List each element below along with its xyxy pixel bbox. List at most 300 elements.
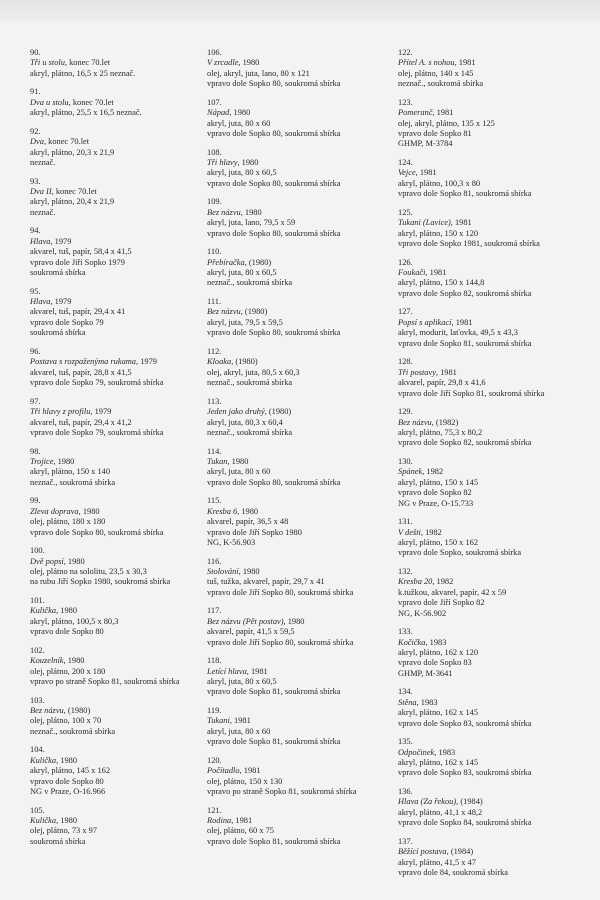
entry-detail-line: vpravo dole Jiří Sopko 80, soukromá sbírka [207,637,354,647]
entry-detail-line: NG, K-56.902 [398,608,447,618]
catalogue-entry [30,347,212,389]
entry-title: Tukani (Lavice) [398,218,451,228]
entry-detail-line: akryl, plátno, 100,5 x 80,3 [30,616,119,626]
entry-title-line [207,816,389,826]
entry-date: , 1980 [56,816,77,825]
entry-title: Trojice [30,456,54,466]
entry-title: Tři postavy [398,367,436,377]
entry-date: , 1981 [450,218,472,228]
catalogue-entry [30,447,212,489]
entry-title: Přítel A. s nohou [398,58,455,68]
entry-date: , 1980 [227,456,249,466]
entry-detail-line: NG, K-56.903 [207,537,256,547]
entry-title: Popsí s aplikací [398,317,452,327]
entry-detail-line: vpravo dole Sopko 81, soukromá sbírka [398,189,532,199]
catalogue-entry [30,596,212,638]
entry-title: Odpočinek [398,747,435,757]
entry-detail-line: vpravo dole Sopko 79, soukromá sbírka [30,378,164,388]
entry-detail-line: NG v Praze, O-16.966 [30,787,106,796]
catalogue-entry [30,48,212,79]
entry-title: Zleva doprava [30,506,79,516]
entry-detail-line: k.tužkou, akvarel, papír, 42 x 59 [398,587,507,597]
entry-title: Tukan [207,456,228,466]
entry-title-line [207,258,389,268]
entry-title-line [398,58,580,68]
entry-date: , 1982 [422,467,444,477]
entry-title-line [207,507,389,517]
entry-title: Jeden jako druhý [207,407,265,417]
entry-number: 119. [207,705,222,715]
entry-detail-line: neznač., soukromá sbírka [30,726,116,736]
entry-title-line [30,357,212,367]
entry-title-line [207,667,389,677]
entry-detail-line: neznač. [30,158,56,168]
entry-detail-line: olej, plátno, 200 x 180 [30,666,106,676]
entry-date: , konec 70.let [68,97,114,107]
entry-title: Bez názvu [398,417,432,427]
catalogue-entry [398,258,580,300]
entry-date: , (1980) [240,307,268,317]
catalogue-column-1 [30,48,212,855]
entry-title-line [398,418,580,428]
entry-detail-line: vpravo dole Jiří Sopko 1980 [207,527,302,537]
catalogue-entry [398,787,580,829]
entry-detail-line: akvarel, tuš, papír, 58,4 x 41,5 [30,247,132,257]
entry-number: 132. [398,566,413,576]
catalogue-entry [30,546,212,588]
entry-title: Bez názvu (Pět postav) [207,616,284,626]
entry-title-line [207,617,389,627]
entry-number: 96. [30,346,41,356]
entry-detail-line: akvarel, papír, 41,5 x 59,5 [207,627,295,637]
entry-detail-line: akryl, juta, 80 x 60,5 [207,676,277,686]
entry-date: , 1983 [434,747,456,757]
entry-detail-line: akryl, juta, 80 x 60 [207,118,271,128]
entry-date: , (1982) [431,417,459,427]
entry-detail-line: akvarel, papír, 29,8 x 41,6 [398,378,486,388]
entry-detail-line: olej, akryl, plátno, 135 x 125 [398,118,495,128]
entry-detail-line: akvarel, tuš, papír, 29,4 x 41 [30,307,126,317]
entry-detail-line: akryl, juta, 80 x 60,5 [207,168,277,178]
entry-detail-line: vpravo dole Sopko, soukromá sbírka [398,548,522,558]
entry-title-line [30,407,212,417]
entry-date: , 1980 [237,506,259,516]
catalogue-entry [30,226,212,278]
entry-detail-line: akryl, plátno, 150 x 140 [30,467,111,477]
entry-title: Kouzelník [30,656,64,666]
entry-title: Hlava (Za řekou) [398,797,457,807]
entry-title-line [398,108,580,118]
scan-top-band [0,0,600,22]
catalogue-entry [398,737,580,779]
entry-number: 104. [30,745,45,755]
entry-detail-line: vpravo dole Sopko 80, soukromá sbírka [207,228,341,238]
entry-title-line [207,108,389,118]
catalogue-entry [207,48,389,90]
catalogue-entry [30,646,212,688]
entry-title-line [207,407,389,417]
entry-title-line [398,368,580,378]
entry-date: , 1980 [240,207,262,217]
entry-number: 103. [30,695,45,705]
entry-title-line [207,567,389,577]
entry-title-line [30,756,212,766]
entry-title-line [398,638,580,648]
entry-title-line [207,158,389,168]
catalogue-entry [30,745,212,797]
entry-number: 135. [398,737,413,747]
entry-detail-line: akryl, plátno, 150 x 120 [398,228,479,238]
entry-title-line [398,268,580,278]
entry-detail-line: akryl, plátno, 100,3 x 80 [398,178,481,188]
entry-detail-line: neznač., soukromá sbírka [207,427,293,437]
entry-title-line [207,58,389,68]
entry-number: 123. [398,97,413,107]
entry-title-line [30,98,212,108]
catalogue-entry [207,247,389,289]
entry-title: Spánek [398,467,423,477]
catalogue-entry [398,567,580,619]
entry-number: 136. [398,787,413,796]
entry-detail-line: vpravo dole Sopko 81 [398,129,472,139]
entry-number: 122. [398,48,413,57]
entry-detail-line: vpravo dole Sopko 79, soukromá sbírka [30,427,164,437]
entry-detail-line: olej, plátno na sololitu, 23,5 x 30,3 [30,566,147,576]
entry-detail-line: akryl, plátno, 25,5 x 16,5 neznač. [30,108,142,118]
entry-date: , 1980 [229,108,251,118]
entry-date: , 1981 [454,58,476,68]
entry-detail-line: vpravo dole Sopko 83, soukromá sbírka [398,718,532,728]
entry-title-line [30,457,212,467]
entry-detail-line: olej, akryl, juta, lano, 80 x 121 [207,68,310,78]
entry-detail-line: vpravo dole Sopko 80, soukromá sbírka [207,79,341,89]
entry-detail-line: vpravo dole Sopko 80, soukromá sbírka [207,477,341,487]
entry-date: , 1981 [239,766,261,776]
entry-number: 92. [30,126,41,136]
entry-detail-line: soukromá sbírka [30,268,86,278]
catalogue-entry [207,297,389,339]
entry-detail-line: neznač., soukromá sbírka [207,378,293,388]
entry-number: 107. [207,97,222,107]
entry-detail-line: olej, plátno, 150 x 130 [207,776,283,786]
entry-title-line [30,237,212,247]
catalogue-entry [207,656,389,698]
entry-title-line [30,706,212,716]
entry-detail-line: akvarel, tuš, papír, 28,8 x 41,5 [30,367,132,377]
catalogue-entry [398,627,580,679]
catalogue-entry [30,397,212,439]
entry-title-line [207,766,389,776]
entry-title-line [30,606,212,616]
catalogue-entry [398,158,580,200]
entry-date: , (1984) [446,847,474,857]
entry-detail-line: na rubu Jiří Sopko 1980, soukromá sbírka [30,577,171,587]
entry-detail-line: akryl, plátno, 162 x 145 [398,758,479,767]
entry-date: , (1980) [231,357,258,367]
entry-number: 109. [207,197,222,207]
entry-number: 90. [30,48,41,57]
entry-detail-line: akryl, juta, lano, 79,5 x 59 [207,218,296,228]
entry-number: 108. [207,147,222,157]
entry-title: Nápad [207,108,230,118]
entry-number: 94. [30,226,41,236]
catalogue-entry [207,148,389,190]
entry-date: , 1981 [435,367,457,377]
catalogue-entry [207,197,389,239]
catalogue-entry [207,756,389,798]
entry-date: , konec 70.let [64,58,111,68]
entry-number: 99. [30,496,41,506]
entry-title-line [30,58,212,68]
entry-title: Stolování [207,566,239,576]
entry-title: Kresba 6 [207,506,238,516]
entry-number: 130. [398,456,413,466]
entry-detail-line: neznač. [30,207,56,217]
catalogue-entry [398,837,580,879]
entry-detail-line: vpravo dole Sopko 82, soukromá sbírka [398,288,532,298]
entry-title-line [207,716,389,726]
entry-title: Bez názvu [30,705,64,715]
entry-title-line [398,467,580,477]
catalogue-entry [207,98,389,140]
entry-title-line [30,137,212,147]
entry-detail-line: vpravo dole 84, soukromá sbírka [398,868,509,878]
entry-detail-line: neznač., soukromá sbírka [30,477,116,487]
entry-title-line [30,656,212,666]
catalogue-entry [207,806,389,848]
entry-date: , 1982 [432,577,454,587]
entry-title: Dva [30,137,44,147]
entry-title: Tři hlavy [207,158,238,168]
entry-title-line [30,557,212,567]
catalogue-entry [398,208,580,250]
entry-number: 114. [207,446,222,456]
entry-number: 121. [207,805,222,815]
entry-date: , 1981 [246,666,268,676]
entry-title-line [30,187,212,197]
entry-title-line [207,307,389,317]
entry-detail-line: vpravo dole Sopko 83 [398,658,472,668]
entry-detail-line: vpravo dole Jiří Sopko 80, soukromá sbírka [207,587,354,597]
entry-detail-line: akvarel, tuš, papír, 29,4 x 41,2 [30,417,132,427]
entry-date: , 1980 [56,606,77,616]
entry-title: Běžící postava [398,847,447,857]
entry-date: , 1980 [237,158,259,168]
entry-title-line [207,457,389,467]
entry-title: Kloaka [207,357,232,367]
entry-number: 100. [30,546,45,556]
entry-number: 105. [30,805,45,815]
entry-title: Bez názvu [207,307,241,317]
entry-detail-line: akryl, plátno, 162 x 120 [398,647,479,657]
entry-number: 110. [207,247,222,257]
entry-detail-line: vpravo dole Jiří Sopko 82 [398,598,485,608]
entry-detail-line: olej, plátno, 73 x 97 [30,826,97,836]
entry-detail-line: vpravo dole Sopko 82 [398,488,472,498]
catalogue-entry [398,98,580,150]
entry-detail-line: vpravo dole Sopko 80 [30,776,104,786]
entry-title-line [398,698,580,708]
entry-detail-line: akryl, plátno, 150 x 162 [398,537,479,547]
entry-date: , (1980) [63,705,91,715]
entry-title: Kresba 20 [398,577,433,587]
entry-detail-line: vpravo dole Sopko 81, soukromá sbírka [207,836,341,846]
catalogue-entry [207,706,389,748]
entry-detail-line: akryl, juta, 80 x 60 [207,726,271,736]
entry-number: 112. [207,346,222,356]
entry-date: , 1980 [63,556,85,566]
catalogue-entry [207,397,389,439]
entry-number: 120. [207,755,222,765]
entry-detail-line: olej, plátno, 60 x 75 [207,826,274,836]
entry-detail-line: vpravo dole Sopko 81, soukromá sbírka [207,687,341,697]
entry-detail-line: akryl, plátno, 145 x 162 [30,766,111,776]
entry-detail-line: akryl, plátno, 150 x 144,8 [398,278,485,288]
entry-date: , (1980) [244,257,272,267]
entry-detail-line: vpravo dole Sopko 80, soukromá sbírka [207,328,341,338]
catalogue-entry [398,357,580,399]
catalogue-entry [30,806,212,848]
entry-title-line [30,507,212,517]
entry-date: , 1981 [432,108,454,118]
entry-number: 95. [30,286,41,296]
entry-date: , 1979 [90,407,112,417]
entry-title: Kočička [398,637,426,647]
catalogue-entry [398,687,580,729]
entry-date: , 1983 [425,637,447,647]
entry-date: , 1980 [238,566,260,576]
entry-detail-line: vpravo dole Sopko 82, soukromá sbírka [398,438,532,448]
entry-detail-line: akryl, plátno, 20,4 x 21,9 [30,197,115,207]
entry-title: Pomeranč [398,108,433,118]
entry-title: Rodina [207,816,232,825]
entry-date: , 1982 [420,527,442,537]
entry-title: Kulička [30,816,57,825]
entry-title-line [398,748,580,758]
entry-title-line [398,168,580,178]
catalogue-entry [207,347,389,389]
entry-number: 127. [398,307,413,317]
entry-detail-line: akryl, modurit, laťovka, 49,5 x 43,3 [398,328,518,338]
entry-detail-line: akryl, plátno, 75,3 x 80,2 [398,427,483,437]
entry-date: , 1981 [231,816,253,825]
entry-detail-line: akryl, juta, 79,5 x 59,5 [207,317,283,327]
entry-title: Stěna [398,697,417,707]
entry-title: Dvě popsí [30,556,64,566]
entry-title-line [398,318,580,328]
entry-title-line [398,797,580,807]
entry-number: 116. [207,556,222,566]
entry-number: 128. [398,357,413,367]
entry-detail-line: vpravo dole Sopko 80 [30,627,104,637]
entry-detail-line: GHMP, M-3784 [398,139,453,149]
entry-number: 117. [207,606,222,616]
entry-title-line [398,218,580,228]
catalogue-entry [398,48,580,90]
entry-number: 97. [30,396,41,406]
entry-detail-line: vpravo dole Sopko 81, soukromá sbírka [207,737,341,747]
entry-title-line [207,208,389,218]
entry-number: 129. [398,407,413,417]
entry-title-line [398,528,580,538]
entry-date: , 1979 [136,357,157,367]
entry-date: , 1980 [78,506,100,516]
entry-detail-line: akryl, plátno, 41,5 x 47 [398,857,476,867]
entry-title: Bez názvu [207,207,241,217]
catalogue-entry [30,287,212,339]
catalogue-entry [30,696,212,738]
entry-detail-line: olej, akryl, juta, 80,5 x 60,3 [207,367,300,377]
entry-date: , 1980 [238,58,260,68]
entry-number: 133. [398,627,413,637]
entry-title: Počítadlo [207,766,240,776]
entry-number: 106. [207,48,222,57]
entry-title: Vejce [398,168,416,178]
entry-number: 98. [30,446,41,456]
entry-number: 131. [398,517,413,527]
entry-detail-line: NG v Praze, O-15.733 [398,498,474,508]
entry-number: 134. [398,687,413,697]
entry-detail-line: tuš, tužka, akvarel, papír, 29,7 x 41 [207,577,325,587]
entry-number: 137. [398,836,413,846]
entry-title: Tukani [207,716,230,726]
entry-detail-line: vpravo dole Sopko 83, soukromá sbírka [398,768,532,778]
entry-detail-line: akryl, plátno, 41,1 x 48,2 [398,807,483,817]
entry-title: Přebíračka [207,257,245,267]
entry-date: , konec 70.let [43,137,90,147]
entry-detail-line: akryl, plátno, 16,5 x 25 neznač. [30,68,136,78]
entry-number: 126. [398,257,413,267]
entry-date: , 1981 [451,317,473,327]
entry-number: 115. [207,496,222,506]
entry-title-line [30,816,212,826]
catalogue-entry [30,177,212,219]
entry-detail-line: soukromá sbírka [30,836,86,846]
entry-detail-line: akryl, plátno, 150 x 145 [398,477,479,487]
entry-number: 125. [398,207,413,217]
entry-number: 101. [30,595,45,605]
catalogue-column-3 [398,48,580,887]
entry-number: 93. [30,176,41,186]
entry-title-line [207,357,389,367]
entry-title: Tři u stolu [30,58,65,68]
entry-detail-line: vpravo dole Jiří Sopko 1979 [30,257,125,267]
entry-detail-line: vpravo dole Sopko 1981, soukromá sbírka [398,239,540,249]
entry-detail-line: neznač., soukromá sbírka [398,79,484,89]
entry-title: Tři hlavy z profilu [30,407,91,417]
catalogue-entry [30,496,212,538]
entry-date: , 1979 [50,236,72,246]
entry-title: Kulička [30,755,57,765]
entry-date: , 1981 [425,268,447,278]
entry-detail-line: neznač., soukromá sbírka [207,278,293,288]
entry-date: , 1980 [283,616,305,626]
entry-title: Postava s rozpaženýma rukama [30,357,136,367]
entry-date: , 1981 [415,168,437,178]
entry-date: , 1981 [229,716,251,726]
entry-detail-line: vpravo po straně Sopko 81, soukromá sbírka [30,676,180,686]
entry-title: Hlava [30,297,51,307]
catalogue-entry [207,557,389,599]
entry-number: 91. [30,87,41,97]
entry-number: 102. [30,645,45,655]
entry-detail-line: vpravo dole Jiří Sopko 81, soukromá sbírka [398,388,545,398]
entry-detail-line: olej, plátno, 100 x 70 [30,716,102,726]
catalogue-entry [398,307,580,349]
entry-title-line [398,847,580,857]
entry-title: Letící hlava [207,666,247,676]
entry-detail-line: vpravo po straně Sopko 81, soukromá sbírka [207,787,357,796]
